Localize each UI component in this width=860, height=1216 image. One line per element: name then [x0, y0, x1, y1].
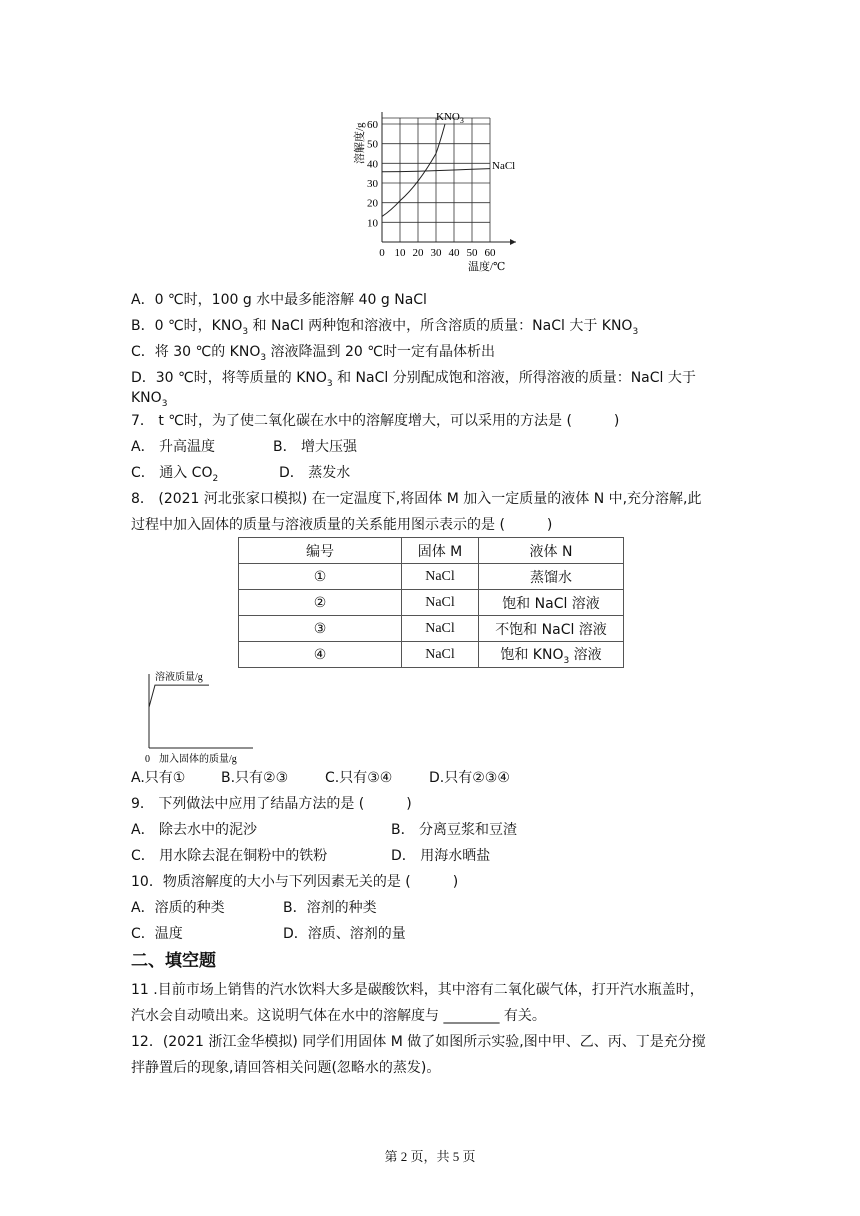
table-cell: ①	[239, 564, 402, 590]
q7-option-a: A． 升高温度	[131, 439, 216, 455]
q8-option-c: C.只有③④	[325, 770, 393, 786]
series-label-nacl: NaCl	[492, 160, 516, 172]
q10-option-b: B．溶剂的种类	[283, 900, 377, 916]
x-axis-label: 加入固体的质量/g	[159, 754, 237, 765]
table-cell: 饱和 $KNO_3$ 溶液	[479, 642, 624, 668]
q11-line2: 汽水会自动喷出来。这说明气体在水中的溶解度与 ________ 有关。	[131, 1008, 546, 1024]
table-header-row	[239, 538, 624, 564]
x-tick-label: 40	[448, 247, 460, 259]
q11-line1: 11 .目前市场上销售的汽水饮料大多是碳酸饮料，其中溶有二氧化碳气体，打开汽水瓶盖时，	[131, 982, 704, 998]
q10-option-d: D．溶质、溶剂的量	[283, 926, 406, 942]
y-tick-label: 30	[367, 178, 378, 190]
q9-options-row2	[131, 846, 490, 866]
table-row	[239, 564, 624, 590]
q6-option-c: C．将 30 ℃的 $KNO_3$ 溶液降温到 20 ℃时一定有晶体析出	[131, 344, 495, 363]
q8-options	[131, 768, 510, 788]
table-cell: NaCl	[402, 564, 479, 590]
q6-option-a: A．0 ℃时，100 g 水中最多能溶解 40 g NaCl	[131, 292, 427, 308]
table-header: 液体 N	[479, 538, 624, 564]
q9-option-b: B． 分离豆浆和豆渣	[391, 822, 518, 838]
q6-option-d: D．30 ℃时，将等质量的 $KNO_3$ 和 NaCl 分别配成饱和溶液，所得溶液的质量：NaCl 大于	[131, 370, 696, 389]
solubility-chart	[340, 106, 540, 276]
y-axis-label: 溶解度/g	[354, 122, 366, 164]
q8-table	[238, 537, 624, 668]
table-cell: ③	[239, 616, 402, 642]
q7-options-row2	[131, 463, 350, 489]
x-axis-arrow	[510, 239, 516, 245]
q9-option-c: C． 用水除去混在铜粉中的铁粉	[131, 848, 328, 864]
q7-option-c: C． 通入 $CO_2$	[131, 465, 219, 484]
table-cell: 蒸馏水	[479, 564, 624, 590]
table-cell: ④	[239, 642, 402, 668]
q8-stem-line2: 过程中加入固体的质量与溶液质量的关系能用图示表示的是 ( )	[131, 517, 553, 533]
q10-options-row1	[131, 898, 377, 918]
q9-option-a: A． 除去水中的泥沙	[131, 822, 258, 838]
q10-stem: 10．物质溶解度的大小与下列因素无关的是 ( )	[131, 874, 459, 890]
y-tick-label: 20	[367, 197, 378, 210]
x-tick-label: 10	[394, 247, 406, 259]
y-tick-label: 40	[367, 158, 378, 171]
y-tick-label: 10	[367, 217, 378, 230]
graph-curve	[149, 685, 209, 707]
section-title: 二、填空题	[131, 951, 216, 971]
table-cell: 不饱和 NaCl 溶液	[479, 616, 624, 642]
q9-options-row1	[131, 820, 517, 840]
q9-option-d: D． 用海水晒盐	[391, 848, 491, 864]
q10-option-a: A．溶质的种类	[131, 900, 225, 916]
q6-option-b: B．0 ℃时，$KNO_3$ 和 NaCl 两种饱和溶液中，所含溶质的质量：NaCl 大于 $KNO_3$	[131, 318, 639, 337]
table-cell: 饱和 NaCl 溶液	[479, 590, 624, 616]
x-tick-label: 30	[430, 247, 442, 259]
q9-stem: 9． 下列做法中应用了结晶方法的是 ( )	[131, 796, 412, 812]
q12-line2: 拌静置后的现象,请回答相关问题(忽略水的蒸发)。	[131, 1060, 441, 1076]
q7-options-row1	[131, 437, 357, 457]
q8-option-a: A.只有①	[131, 770, 186, 786]
table-cell: NaCl	[402, 642, 479, 668]
table-row	[239, 642, 624, 668]
table-cell: ②	[239, 590, 402, 616]
y-tick-label: 50	[367, 138, 378, 151]
q8-stem-line1: 8． (2021 河北张家口模拟) 在一定温度下,将固体 M 加入一定质量的液体 N 中,充分溶解,此	[131, 491, 702, 507]
chart-ticks	[367, 119, 496, 259]
q12-line1: 12．(2021 浙江金华模拟) 同学们用固体 M 做了如图所示实验,图中甲、乙、丙、丁是充分搅	[131, 1034, 706, 1050]
q7-stem: 7． t ℃时，为了使二氧化碳在水中的溶解度增大，可以采用的方法是 ( )	[131, 413, 620, 429]
q7-option-d: D． 蒸发水	[279, 465, 351, 481]
q10-options-row2	[131, 924, 406, 944]
chart-grid	[382, 118, 490, 242]
table-header: 编号	[239, 538, 402, 564]
table-row	[239, 616, 624, 642]
y-tick-label: 60	[367, 119, 378, 131]
page-footer: 第 2 页，共 5 页	[384, 1149, 476, 1164]
q8-option-d: D.只有②③④	[429, 770, 510, 786]
x-tick-label: 20	[412, 247, 424, 259]
table-row	[239, 590, 624, 616]
x-tick-label: 0	[379, 247, 385, 259]
x-axis-label: 温度/℃	[468, 261, 506, 273]
q6-option-d-cont: $KNO_3$	[131, 390, 168, 409]
q7-option-b: B． 增大压强	[273, 439, 358, 455]
q10-option-c: C．温度	[131, 926, 183, 942]
solution-mass-graph	[131, 668, 261, 768]
table-header: 固体 M	[402, 538, 479, 564]
y-axis-label: 溶液质量/g	[155, 672, 203, 683]
table-cell: NaCl	[402, 616, 479, 642]
origin-label: 0	[145, 754, 150, 765]
series-label-kno3: $KNO_3$	[436, 111, 464, 125]
q8-option-b: B.只有②③	[221, 770, 289, 786]
x-tick-label: 50	[466, 247, 478, 259]
table-cell: NaCl	[402, 590, 479, 616]
chart-axes	[382, 112, 516, 245]
x-tick-label: 60	[484, 247, 496, 259]
